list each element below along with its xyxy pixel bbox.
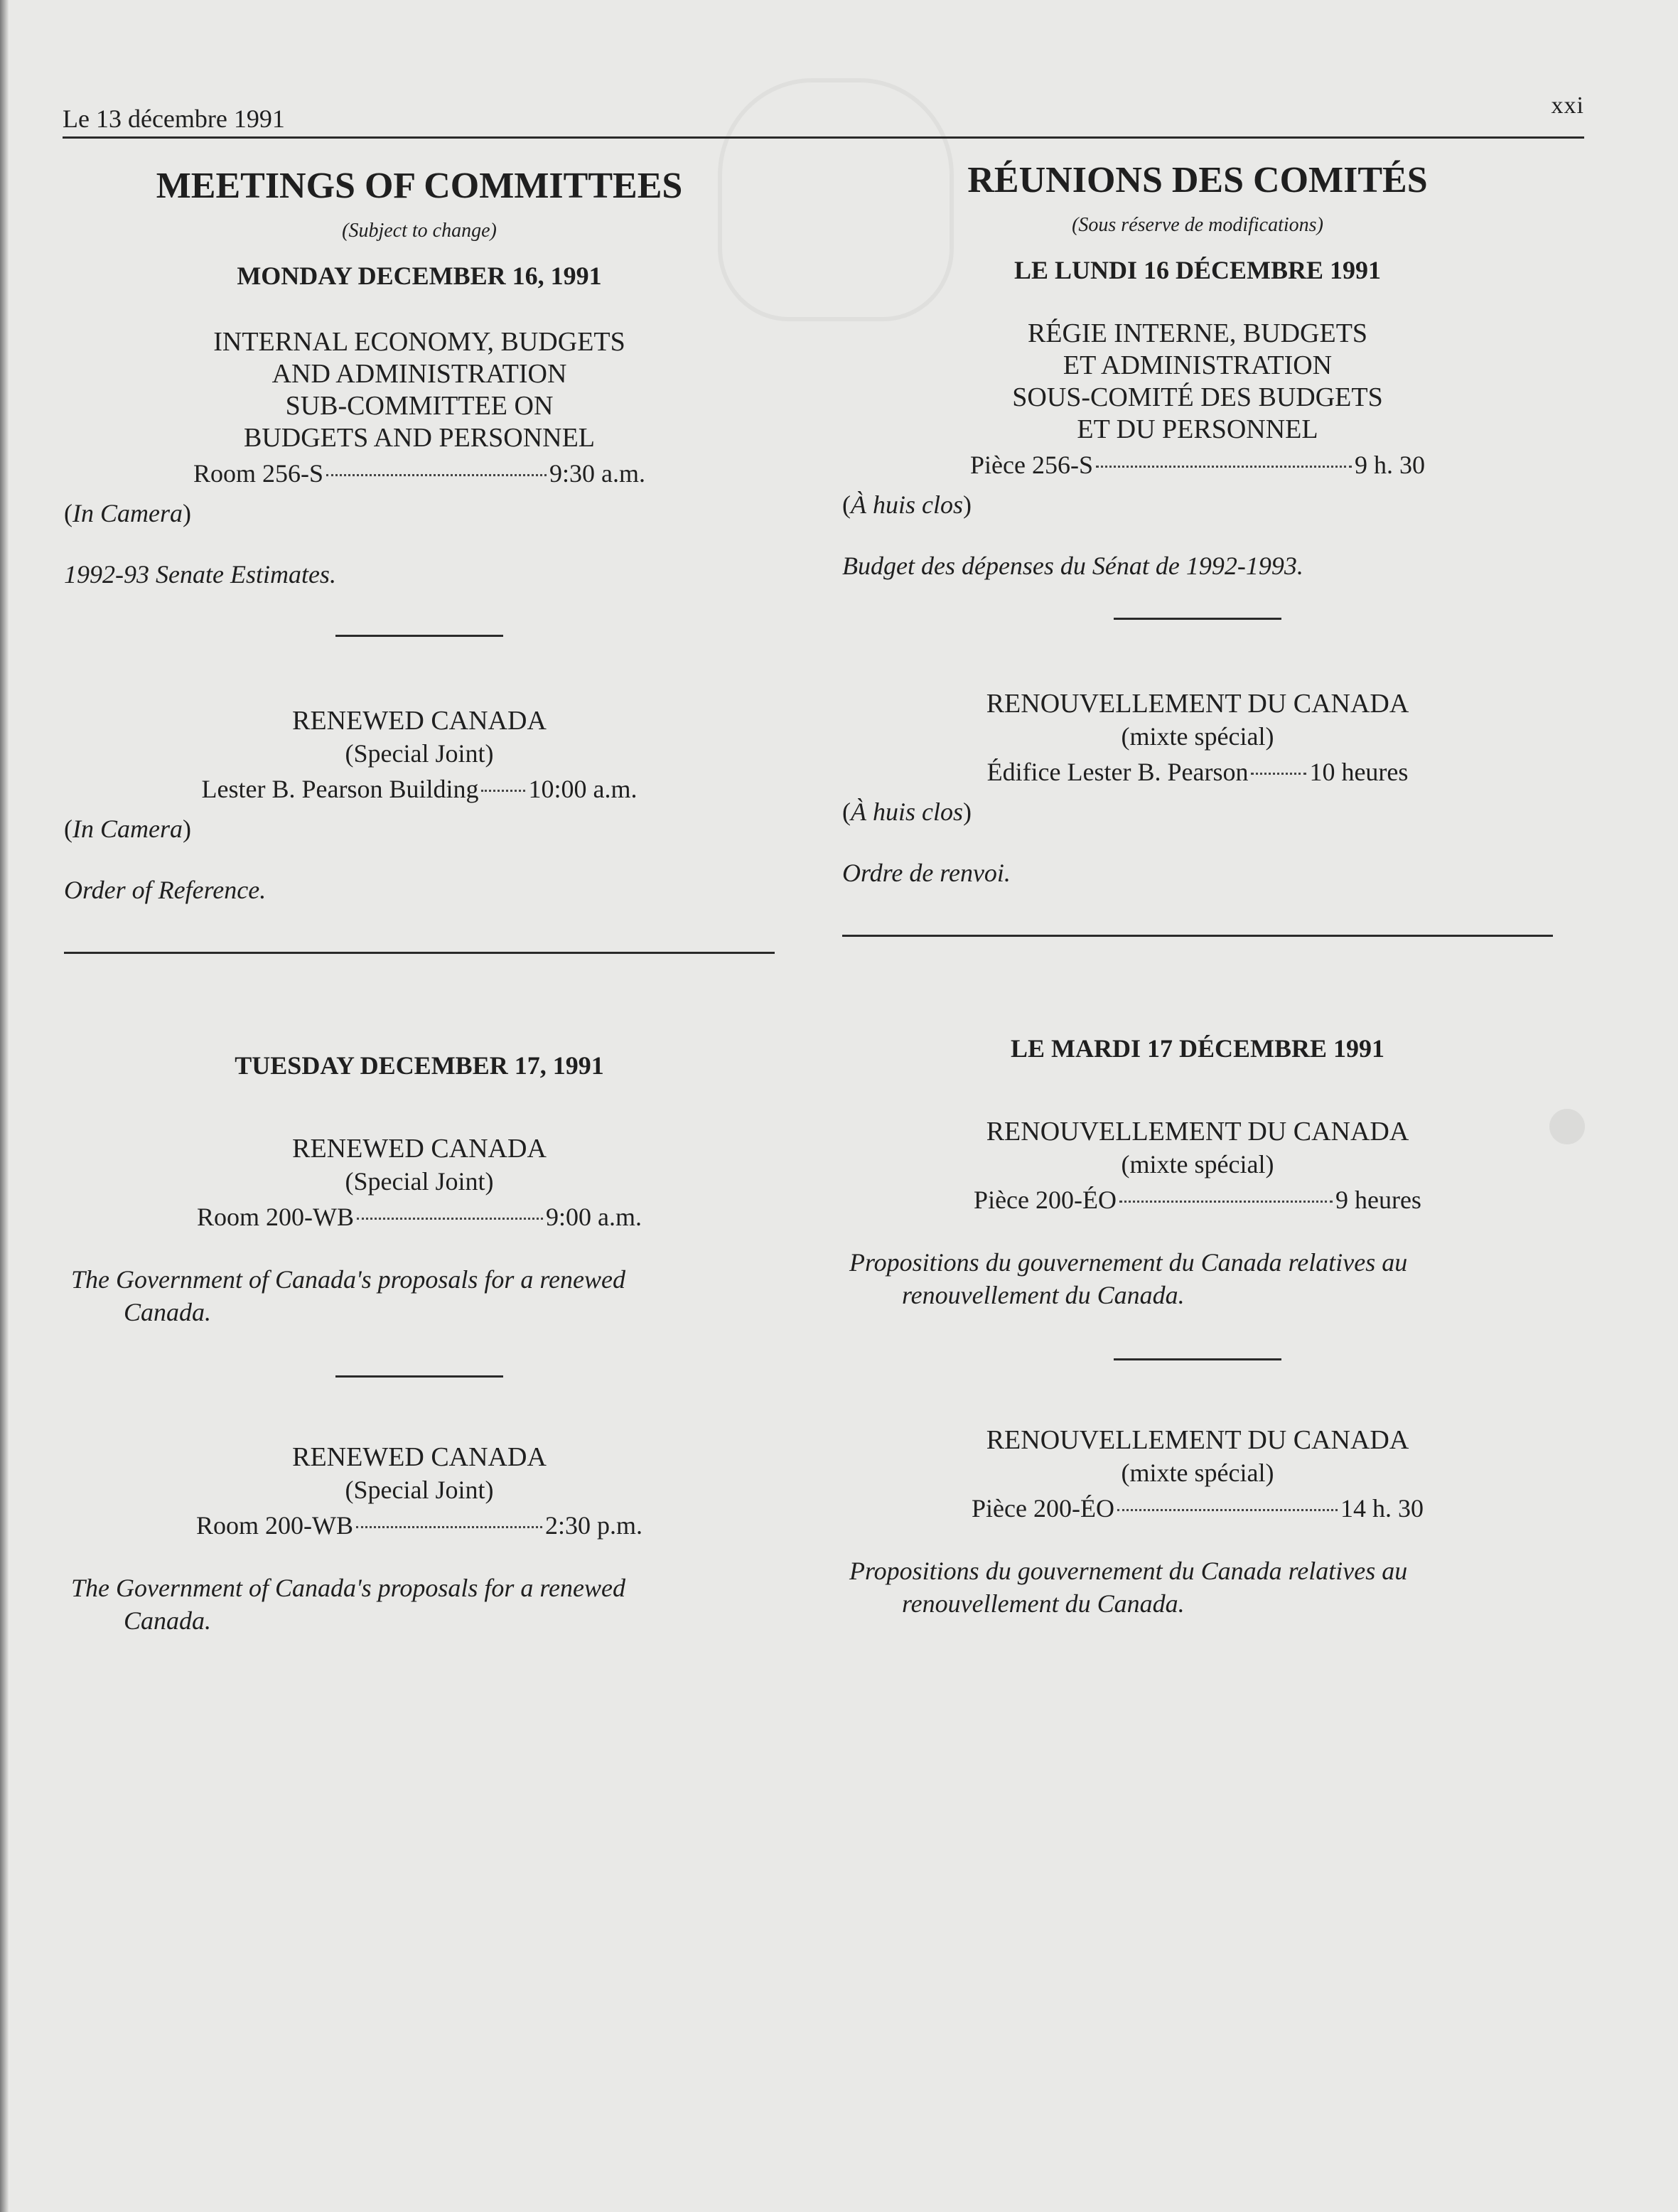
meeting-location-time: [64, 458, 775, 488]
meeting-subject: Budget des dépenses du Sénat de 1992-1993.: [842, 552, 1303, 580]
subject-line: The Government of Canada's proposals for a renewed: [71, 1574, 625, 1602]
french-monday-heading: LE LUNDI 16 DÉCEMBRE 1991: [1013, 256, 1382, 284]
in-camera-note: (À huis clos): [842, 490, 972, 519]
meeting-subject: [849, 1555, 1546, 1620]
section-divider: [335, 1375, 503, 1378]
meeting-location-time: [842, 1185, 1553, 1215]
meeting-time: 10:00 a.m.: [528, 775, 638, 803]
meeting-subject: [849, 1246, 1546, 1311]
english-subtitle: (Subject to change): [342, 220, 497, 242]
meeting-location: Room 256-S: [193, 459, 324, 488]
meeting-location: Édifice Lester B. Pearson: [986, 758, 1249, 786]
in-camera-note: (In Camera): [64, 499, 191, 527]
committee-name: RENOUVELLEMENT DU CANADA: [986, 1117, 1409, 1147]
dot-leader: [1117, 1509, 1338, 1511]
meeting-time: 9:30 a.m.: [549, 459, 645, 488]
meeting-time: 9:00 a.m.: [546, 1203, 642, 1231]
subject-line: The Government of Canada's proposals for a renewed: [71, 1265, 625, 1294]
committee-name-line: AND ADMINISTRATION: [271, 359, 567, 389]
meeting-location: Room 200-WB: [197, 1203, 354, 1231]
meeting-location-time: [842, 1493, 1553, 1523]
dot-leader: [1096, 466, 1352, 468]
page-binding-edge: [0, 0, 9, 2212]
committee-name-line: BUDGETS AND PERSONNEL: [243, 423, 596, 453]
subject-line: renouvellement du Canada.: [902, 1589, 1185, 1618]
french-monday-meeting-2: [842, 688, 1553, 888]
french-title: RÉUNIONS DES COMITÉS: [967, 160, 1428, 200]
french-column: [842, 149, 1553, 1620]
french-subtitle: (Sous réserve de modifications): [1072, 214, 1323, 236]
meeting-location: Room 200-WB: [195, 1511, 353, 1540]
french-monday-meeting-1: [842, 318, 1553, 581]
committee-name-line: ET DU PERSONNEL: [1077, 414, 1318, 444]
meeting-location-time: [64, 774, 775, 804]
page-number: xxi: [1551, 92, 1584, 119]
committee-type: (mixte spécial): [1121, 1150, 1274, 1179]
in-camera-text: À huis clos: [851, 490, 963, 519]
subject-line: Propositions du gouvernement du Canada relatives au: [849, 1248, 1408, 1277]
in-camera-text: In Camera: [72, 499, 183, 527]
day-divider: [842, 935, 1553, 937]
in-camera-note: (In Camera): [64, 815, 191, 843]
subject-line: Canada.: [124, 1298, 212, 1326]
committee-name: RENEWED CANADA: [292, 1442, 547, 1472]
meeting-subject: [71, 1263, 768, 1328]
in-camera-note: (À huis clos): [842, 798, 972, 826]
header-date: Le 13 décembre 1991: [63, 104, 285, 133]
committee-type: (Special Joint): [345, 739, 494, 768]
committee-type: (mixte spécial): [1121, 722, 1274, 751]
meeting-location-time: [64, 1510, 775, 1540]
meeting-location: Pièce 200-ÉO: [972, 1494, 1114, 1523]
dot-leader: [1251, 773, 1306, 775]
meeting-location-time: [64, 1202, 775, 1232]
meeting-subject: Ordre de renvoi.: [842, 859, 1011, 887]
committee-type: (Special Joint): [345, 1476, 494, 1504]
subject-line: Canada.: [124, 1606, 212, 1635]
meeting-time: 2:30 p.m.: [544, 1511, 642, 1540]
subject-line: Propositions du gouvernement du Canada relatives au: [849, 1557, 1408, 1585]
meeting-time: 9 heures: [1335, 1186, 1421, 1214]
meeting-location: Pièce 200-ÉO: [974, 1186, 1117, 1214]
day-divider: [64, 952, 775, 954]
meeting-location: Pièce 256-S: [970, 451, 1093, 479]
dot-leader: [481, 790, 525, 792]
in-camera-text: In Camera: [72, 815, 183, 843]
french-tuesday-meeting-1: [842, 1116, 1553, 1311]
committee-name: RENEWED CANADA: [292, 706, 547, 736]
committee-type: (mixte spécial): [1121, 1459, 1274, 1487]
english-monday-heading: MONDAY DECEMBER 16, 1991: [237, 262, 602, 290]
meeting-location-time: [842, 757, 1553, 787]
english-tuesday-meeting-2: [64, 1441, 775, 1637]
page-header: [63, 92, 1584, 139]
english-title: MEETINGS OF COMMITTEES: [156, 166, 683, 206]
english-column: [64, 149, 775, 1637]
dot-leader: [1119, 1201, 1333, 1203]
meeting-time: 10 heures: [1309, 758, 1409, 786]
committee-name-line: INTERNAL ECONOMY, BUDGETS: [213, 327, 625, 357]
section-divider: [335, 635, 503, 637]
in-camera-text: À huis clos: [851, 798, 963, 826]
french-tuesday-meeting-2: [842, 1424, 1553, 1620]
english-monday-meeting-1: [64, 326, 775, 589]
committee-name-line: RÉGIE INTERNE, BUDGETS: [1027, 318, 1368, 348]
section-divider: [1114, 618, 1281, 620]
committee-name: RENOUVELLEMENT DU CANADA: [986, 1425, 1409, 1455]
committee-name-line: ET ADMINISTRATION: [1063, 350, 1333, 380]
meeting-time: 9 h. 30: [1354, 451, 1425, 479]
committee-name-line: SUB-COMMITTEE ON: [285, 391, 554, 421]
english-tuesday-heading: TUESDAY DECEMBER 17, 1991: [235, 1051, 604, 1080]
meeting-subject: Order of Reference.: [64, 876, 267, 904]
committee-name: RENOUVELLEMENT DU CANADA: [986, 689, 1409, 719]
dot-leader: [356, 1526, 542, 1528]
english-tuesday-meeting-1: [64, 1133, 775, 1328]
committee-name-line: SOUS-COMITÉ DES BUDGETS: [1012, 382, 1383, 412]
subject-line: renouvellement du Canada.: [902, 1281, 1185, 1309]
section-divider: [1114, 1358, 1281, 1360]
meeting-subject: 1992-93 Senate Estimates.: [64, 560, 336, 589]
french-tuesday-heading: LE MARDI 17 DÉCEMBRE 1991: [1010, 1034, 1385, 1063]
meeting-location: Lester B. Pearson Building: [201, 775, 479, 803]
dot-leader: [357, 1218, 543, 1220]
meeting-location-time: [842, 450, 1553, 480]
meeting-time: 14 h. 30: [1340, 1494, 1424, 1523]
committee-name: RENEWED CANADA: [292, 1134, 547, 1164]
english-monday-meeting-2: [64, 705, 775, 905]
meeting-subject: [71, 1572, 768, 1637]
committee-type: (Special Joint): [345, 1167, 494, 1196]
dot-leader: [326, 474, 547, 476]
